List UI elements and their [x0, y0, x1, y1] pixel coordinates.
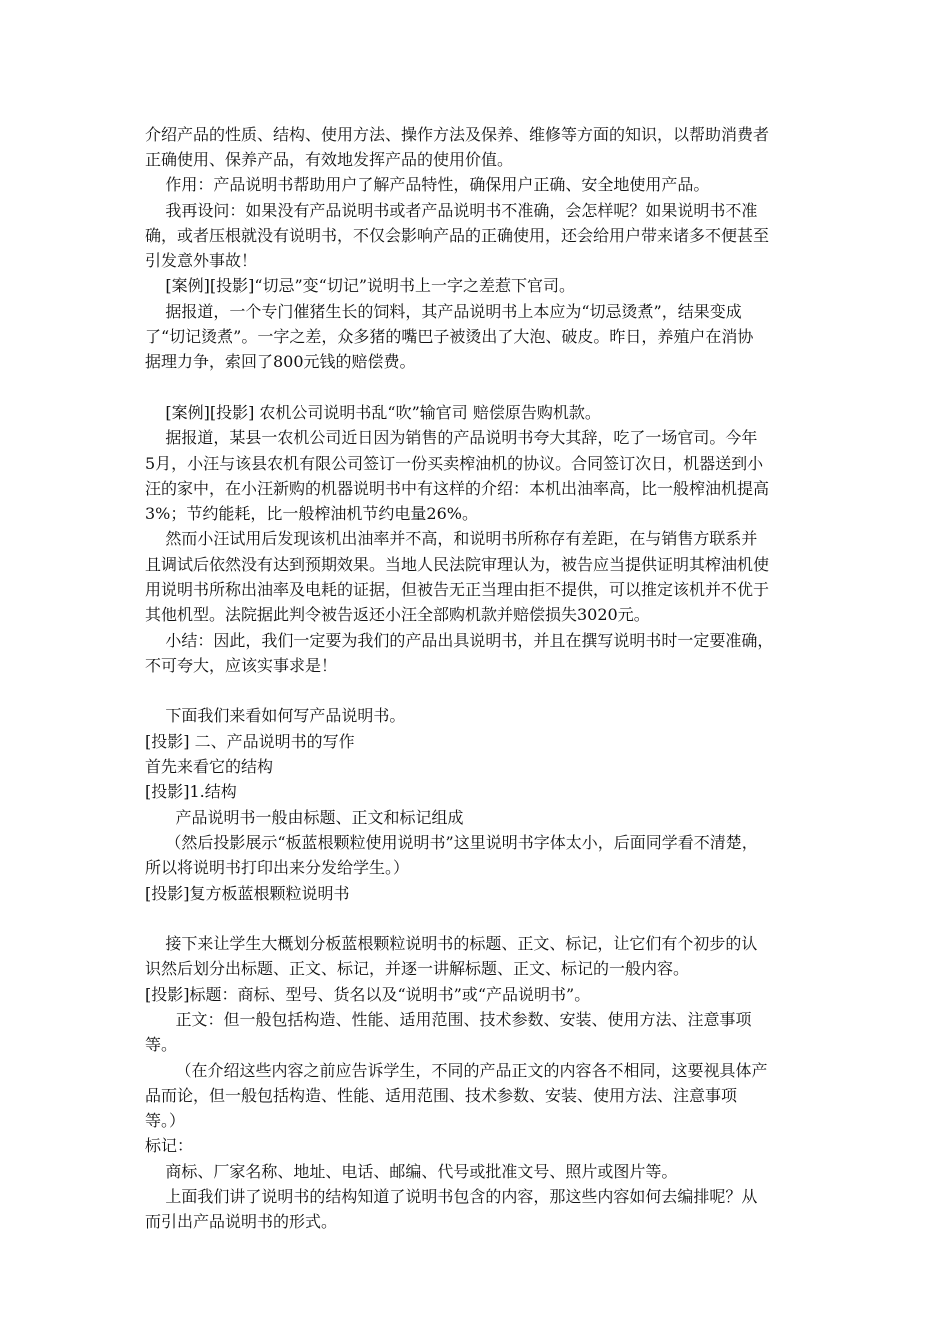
text-line: 引发意外事故！: [145, 251, 258, 270]
text-line: 3%；节约能耗，比一般榨油机节约电量26%。: [145, 504, 478, 523]
text-line: 汪的家中，在小汪新购的机器说明书中有这样的介绍：本机出油率高，比一般榨油机提高: [145, 479, 770, 498]
text-line: 品而论，但一般包括构造、性能、适用范围、技术参数、安装、使用方法、注意事项: [145, 1086, 738, 1105]
text-line: 识然后划分出标题、正文、标记，并逐一讲解标题、正文、标记的一般内容。: [145, 959, 690, 978]
text-line: 用说明书所称出油率及电耗的证据，但被告无正当理由拒不提供，可以推定该机并不优于: [145, 580, 770, 599]
text-line: 作用：产品说明书帮助用户了解产品特性，确保用户正确、安全地使用产品。: [145, 175, 710, 194]
text-line: 介绍产品的性质、结构、使用方法、操作方法及保养、维修等方面的知识，以帮助消费者: [145, 125, 770, 144]
text-line: 了“切记烫煮”。一字之差，众多猪的嘴巴子被烫出了大泡、破皮。昨日，养殖户在消协: [145, 327, 754, 346]
text-line: 上面我们讲了说明书的结构知道了说明书包含的内容，那这些内容如何去编排呢？从: [145, 1187, 758, 1206]
text-line: 首先来看它的结构: [145, 757, 274, 776]
text-line: 5月，小汪与该县农机有限公司签订一份买卖榨油机的协议。合同签订次日，机器送到小: [145, 454, 764, 473]
text-line: [投影] 二、产品说明书的写作: [145, 732, 355, 751]
text-line: （在介绍这些内容之前应告诉学生，不同的产品正文的内容各不相同，这要视具体产: [145, 1061, 768, 1080]
text-line: 正确使用、保养产品，有效地发挥产品的使用价值。: [145, 150, 514, 169]
text-line: 据报道，某县一农机公司近日因为销售的产品说明书夸大其辞，吃了一场官司。今年: [145, 428, 758, 447]
text-line: [投影]1.结构: [145, 782, 237, 801]
text-line: 确，或者压根就没有说明书，不仅会影响产品的正确使用，还会给用户带来诸多不便甚至: [145, 226, 770, 245]
text-line: 等。: [145, 1035, 178, 1054]
text-line: 等。）: [145, 1111, 186, 1130]
text-line: 据理力争，索回了800元钱的赔偿费。: [145, 352, 416, 371]
text-line: 商标、厂家名称、地址、电话、邮编、代号或批准文号、照片或图片等。: [145, 1162, 678, 1181]
text-line: 标记：: [145, 1136, 194, 1155]
text-line: 其他机型。法院据此判令被告返还小汪全部购机款并赔偿损失3020元。: [145, 605, 650, 624]
text-line: 下面我们来看如何写产品说明书。: [145, 706, 406, 725]
text-line: [投影]复方板蓝根颗粒说明书: [145, 884, 350, 903]
text-line: [案例][投影]“切忌”变“切记”说明书上一字之差惹下官司。: [145, 276, 576, 295]
text-line: 正文：但一般包括构造、性能、适用范围、技术参数、安装、使用方法、注意事项: [145, 1010, 752, 1029]
text-line: （然后投影展示“板蓝根颗粒使用说明书”这里说明书字体太小，后面同学看不清楚，: [145, 833, 758, 852]
text-line: [投影]标题：商标、型号、货名以及“说明书”或“产品说明书”。: [145, 985, 591, 1004]
text-line: 不可夸大，应该实事求是！: [145, 656, 338, 675]
text-line: [案例][投影] 农机公司说明书乱“吹”输官司 赔偿原告购机款。: [145, 403, 601, 422]
text-line: 小结：因此，我们一定要为我们的产品出具说明书，并且在撰写说明书时一定要准确，: [145, 631, 774, 650]
text-line: 而引出产品说明书的形式。: [145, 1212, 338, 1231]
text-line: 所以将说明书打印出来分发给学生。）: [145, 858, 410, 877]
text-line: 然而小汪试用后发现该机出油率并不高，和说明书所称存有差距，在与销售方联系并: [145, 529, 758, 548]
text-line: 且调试后依然没有达到预期效果。当地人民法院审理认为，被告应当提供证明其榨油机使: [145, 555, 770, 574]
text-line: 据报道，一个专门催猪生长的饲料，其产品说明书上本应为“切忌烫煮”，结果变成: [145, 302, 742, 321]
text-line: 产品说明书一般由标题、正文和标记组成: [145, 808, 464, 827]
text-line: 接下来让学生大概划分板蓝根颗粒说明书的标题、正文、标记，让它们有个初步的认: [145, 934, 758, 953]
text-line: 我再设问：如果没有产品说明书或者产品说明书不准确，会怎样呢？如果说明书不准: [145, 201, 758, 220]
